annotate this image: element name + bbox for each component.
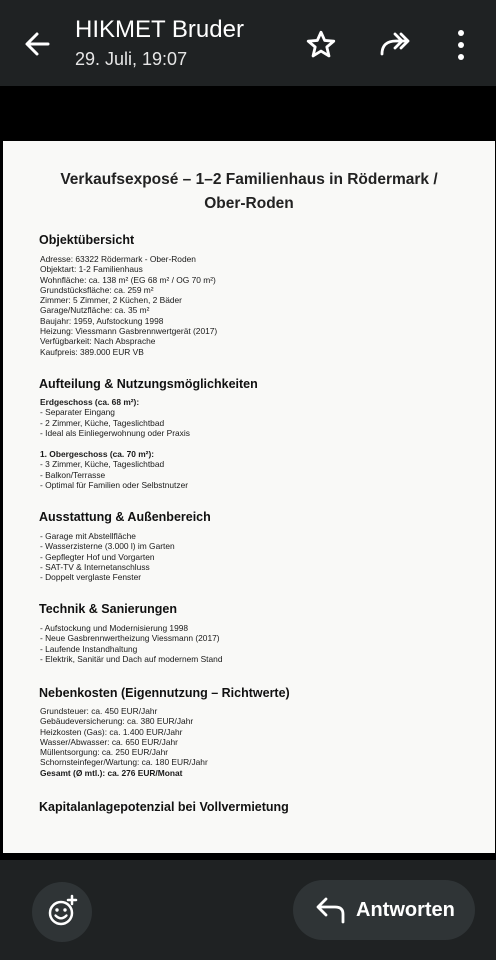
message-timestamp: 29. Juli, 19:07: [75, 49, 188, 69]
section-heading-ausstattung: Ausstattung & Außenbereich: [39, 510, 211, 524]
star-outline-icon: [304, 28, 338, 62]
bottom-action-bar: [0, 860, 496, 960]
section-heading-objektuebersicht: Objektübersicht: [39, 233, 135, 247]
section-lines-objektuebersicht: Adresse: 63322 Rödermark - Ober-Roden Objektart: 1-2 Familienhaus Wohnfläche: ca. 138 m² (EG 68 m² / OG 70 m²) Grundstücksfläche: ca. 259 m² Zimmer: 5 Zimmer, 2 Küchen, 2 Bäder Garage/Nutzfläche: ca. 35 m² Baujahr: 1959, Aufstockung 1998 Heizung: Viessmann Gasbrennwertgerät (2017) Verfügbarkeit: Nach Absprache Kaufpreis: 389.000 EUR VB: [40, 254, 218, 357]
back-button[interactable]: [18, 24, 58, 64]
section-heading-nebenkosten: Nebenkosten (Eigennutzung – Richtwerte): [39, 686, 290, 700]
reply-icon: [315, 896, 345, 924]
top-app-bar: [0, 0, 496, 86]
reply-button[interactable]: [293, 880, 475, 940]
reply-label: Antworten: [356, 899, 455, 921]
section-lines-technik: - Aufstockung und Modernisierung 1998 - Neue Gasbrennwertheizung Viessmann (2017) - Laufende Instandhaltung - Elektrik, Sanitär und Dach auf modernem Stand: [40, 623, 223, 664]
forward-button[interactable]: [376, 28, 416, 62]
section-lines-obergeschoss: 1. Obergeschoss (ca. 70 m²): - 3 Zimmer, Küche, Tageslichtbad - Balkon/Terrasse - Optimal für Familien oder Selbstnutzer: [40, 449, 189, 490]
section-lines-ausstattung: - Garage mit Abstellfläche - Wasserzisterne (3.000 l) im Garten - Gepflegter Hof und Vorgarten - SAT-TV & Internetanschluss - Doppelt verglaste Fenster: [40, 531, 175, 583]
section-heading-kapitalanlage: Kapitalanlagepotenzial bei Vollvermietung: [39, 800, 289, 814]
section-heading-aufteilung: Aufteilung & Nutzungsmöglichkeiten: [39, 377, 258, 391]
nebenkosten-total: Gesamt (Ø mtl.): ca. 276 EUR/Monat: [40, 767, 183, 778]
document-image[interactable]: [3, 141, 495, 853]
section-heading-technik: Technik & Sanierungen: [39, 602, 177, 616]
add-reaction-button[interactable]: [32, 882, 92, 942]
document-title: Verkaufsexposé – 1–2 Familienhaus in Rödermark / Ober-Roden: [60, 171, 438, 212]
arrow-left-icon: [18, 24, 58, 64]
section-lines-erdgeschoss: Erdgeschoss (ca. 68 m²): - Separater Eingang - 2 Zimmer, Küche, Tageslichtbad - Ideal als Einliegerwohnung oder Praxis: [40, 397, 190, 438]
more-options-button[interactable]: [446, 26, 476, 64]
sender-name: HIKMET Bruder: [75, 16, 244, 43]
forward-icon: [376, 28, 416, 62]
section-lines-nebenkosten: Grundsteuer: ca. 450 EUR/Jahr Gebäudeversicherung: ca. 380 EUR/Jahr Heizkosten (Gas): ca. 1.400 EUR/Jahr Wasser/Abwasser: ca. 650 EUR/Jahr Müllentsorgung: ca. 250 EUR/Jahr Schornsteinfeger/Wartung: ca. 180 EUR/Jahr Gesamt (Ø mtl.): ca. 276 EUR/Monat: [40, 706, 208, 778]
star-button[interactable]: [304, 28, 338, 62]
more-vert-icon: [446, 26, 476, 64]
add-reaction-icon: [32, 882, 92, 942]
